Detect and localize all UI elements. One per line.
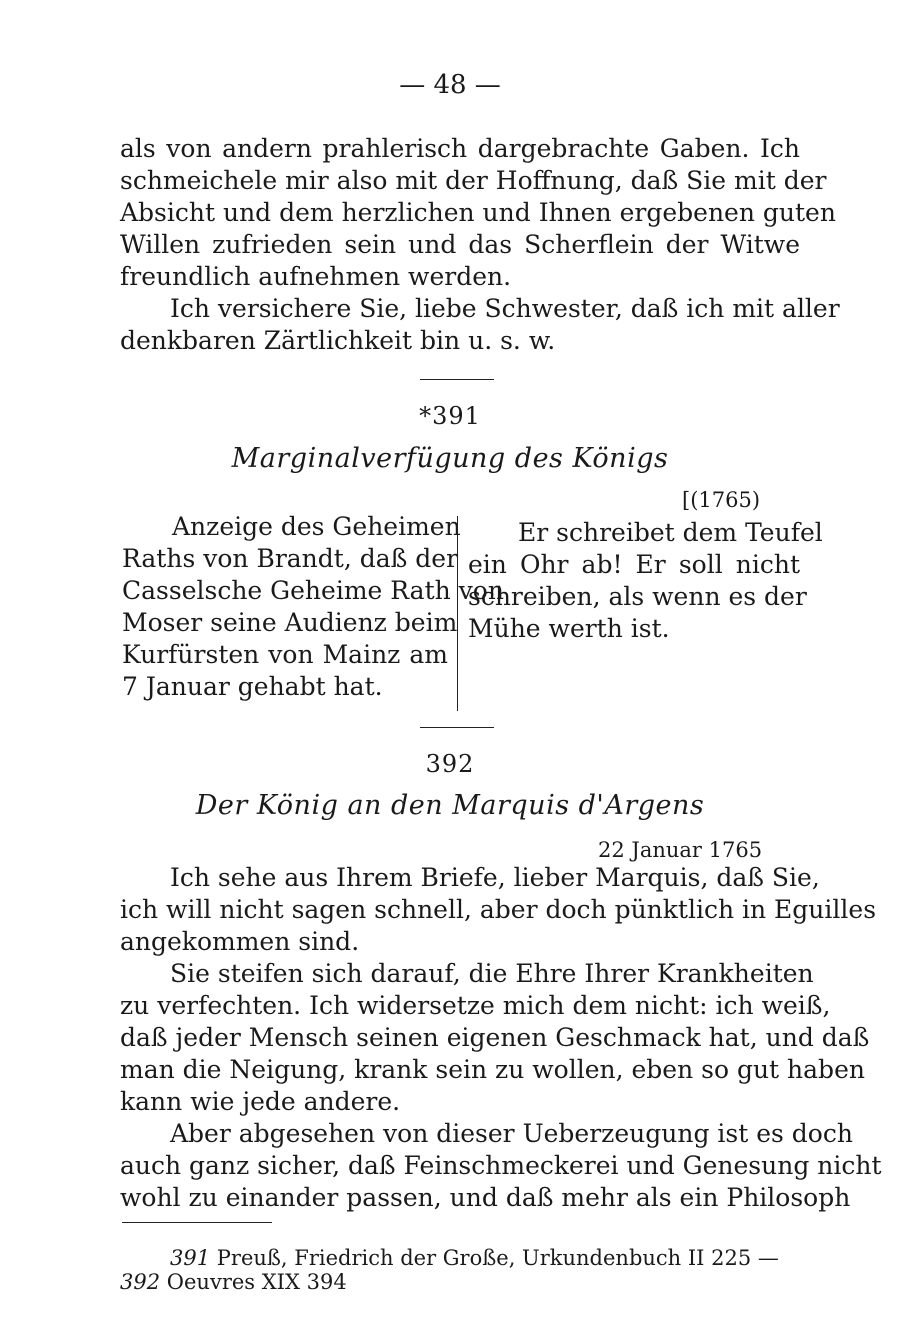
text-line: Absicht und dem herzlichen und Ihnen ergebenen guten — [120, 198, 836, 227]
text-line: Sie steifen sich darauf, die Ehre Ihrer Krankheiten — [170, 959, 814, 988]
text-line: schreiben, als wenn es der — [468, 582, 807, 611]
text-line: auch ganz sicher, daß Feinschmeckerei und Genesung nicht — [120, 1151, 882, 1180]
text-line: ein Ohr ab! Er soll nicht — [468, 550, 800, 579]
footnote-391 — [120, 1246, 810, 1270]
text-line: ich will nicht sagen schnell, aber doch pünktlich in Eguilles — [120, 895, 877, 924]
footnote-text: Oeuvres XIX 394 — [166, 1270, 347, 1294]
entry-number-392: 392 — [425, 750, 475, 778]
entry-date-392: 22 Januar 1765 — [598, 838, 763, 862]
text-line: freundlich aufnehmen werden. — [120, 262, 512, 291]
text-line: kann wie jede andere. — [120, 1087, 401, 1116]
text-line: Er schreibet dem Teufel — [518, 518, 823, 547]
text-line: angekommen sind. — [120, 927, 360, 956]
text-line: 7 Januar gehabt hat. — [122, 672, 383, 701]
text-line: Moser seine Audienz beim — [122, 608, 458, 637]
text-line: man die Neigung, krank sein zu wollen, eben so gut haben — [120, 1055, 865, 1084]
letter-text — [120, 862, 882, 1214]
marginal-right-column — [468, 517, 823, 645]
page-number: — 48 — — [399, 70, 501, 100]
text-line: schmeichele mir also mit der Hoffnung, daß Sie mit der — [120, 166, 827, 195]
text-line: zu verfechten. Ich widersetze mich dem nicht: ich weiß, — [120, 991, 831, 1020]
text-line: Kurfürsten von Mainz am — [122, 640, 448, 669]
marginal-left-column — [122, 511, 504, 703]
footnote-number: 391 — [170, 1246, 211, 1270]
text-line: Willen zufrieden sein und das Scherflein der Witwe — [120, 230, 800, 259]
text-line: als von andern prahlerisch dargebrachte Gaben. Ich — [120, 134, 800, 163]
text-line: Aber abgesehen von dieser Ueberzeugung ist es doch — [170, 1119, 853, 1148]
text-line: daß jeder Mensch seinen eigenen Geschmack hat, und daß — [120, 1023, 870, 1052]
entry-number-391: *391 — [419, 402, 481, 430]
footnote-number: 392 — [120, 1270, 161, 1294]
text-line: Raths von Brandt, daß der — [122, 544, 459, 573]
footnote-rule — [122, 1222, 272, 1223]
text-line: Anzeige des Geheimen — [172, 512, 461, 541]
entry-date-391: [(1765) — [682, 488, 761, 512]
column-separator — [457, 516, 458, 711]
text-line: wohl zu einander passen, und daß mehr als ein Philosoph — [120, 1183, 851, 1212]
intro-text — [120, 133, 840, 357]
section-divider — [420, 727, 494, 728]
text-line: denkbaren Zärtlichkeit bin u. s. w. — [120, 326, 556, 355]
entry-title-391: Marginalverfügung des Königs — [231, 443, 669, 474]
text-line: Casselsche Geheime Rath von — [122, 576, 504, 605]
entry-title-392: Der König an den Marquis d'Argens — [195, 790, 705, 821]
text-line: Ich sehe aus Ihrem Briefe, lieber Marquis, daß Sie, — [170, 863, 820, 892]
footnote-392 — [120, 1270, 810, 1294]
section-divider — [420, 379, 494, 380]
footnote-text: Preuß, Friedrich der Große, Urkundenbuch II 225 — — [216, 1246, 779, 1270]
text-line: Ich versichere Sie, liebe Schwester, daß ich mit aller — [170, 294, 840, 323]
footnotes — [120, 1246, 810, 1294]
text-line: Mühe werth ist. — [468, 614, 670, 643]
